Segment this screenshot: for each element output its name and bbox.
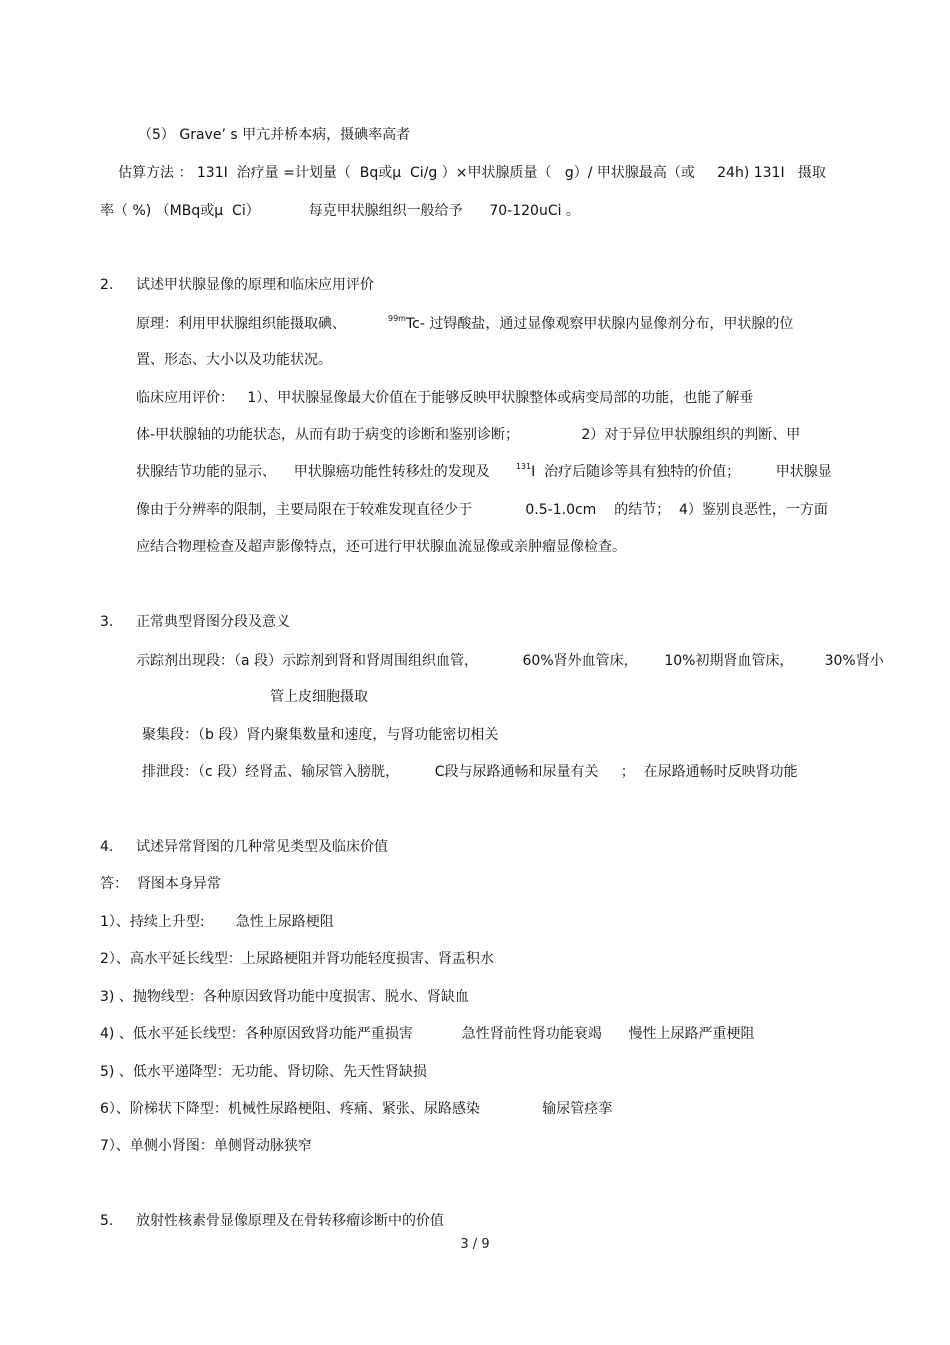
q2-clinical-2: 体-甲状腺轴的功能状态，从而有助于病变的诊断和鉴别诊断； 2）对于异位甲状腺组织的判断、甲	[136, 427, 801, 443]
q2-principle-a: 原理：利用甲状腺组织能摄取碘、	[136, 316, 346, 332]
q4-answer: 答： 肾图本身异常	[100, 876, 221, 892]
list-item: 5) 、低水平递降型：无功能、肾切除、先天性肾缺损	[100, 1064, 427, 1080]
q2-clinical-4: 像由于分辨率的限制，主要局限在于较难发现直径少于 0.5-1.0cm 的结节； 4）鉴别良恶性，一方面	[136, 502, 828, 518]
list-item: 1）、持续上升型: 急性上尿路梗阻	[100, 914, 334, 930]
superscript-99m: 99m	[388, 314, 406, 323]
list-item: 3) 、抛物线型：各种原因致肾功能中度损害、脱水、肾缺血	[100, 989, 469, 1005]
q2-clinical-3b: I 治疗后随诊等具有独特的价值； 甲状腺显	[531, 464, 832, 480]
list-item: 7）、单侧小肾图：单侧肾动脉狭窄	[100, 1138, 312, 1154]
list-item: 2）、高水平延长线型：上尿路梗阻并肾功能轻度损害、肾盂积水	[100, 951, 494, 967]
q2-principle-b: Tc- 过锝酸盐，通过显像观察甲状腺内显像剂分布，甲状腺的位	[405, 316, 794, 332]
q2-principle	[136, 315, 793, 335]
q2-clinical-3a: 状腺结节功能的显示、 甲状腺癌功能性转移灶的发现及	[136, 464, 490, 480]
superscript-131: 131	[515, 462, 532, 471]
page-number: 3 / 9	[460, 1237, 490, 1252]
q2-title: 试述甲状腺显像的原理和临床应用评价	[136, 277, 374, 293]
q2-clinical-5: 应结合物理检查及超声影像特点，还可进行甲状腺血流显像或亲肿瘤显像检查。	[136, 539, 626, 555]
q3-segment-a: 示踪剂出现段：（a 段）示踪剂到肾和肾周围组织血管， 60%肾外血管床， 10%初期肾血管床， 30%肾小	[136, 653, 884, 669]
q3-segment-a-cont: 管上皮细胞摄取	[270, 689, 368, 705]
q5-number: 5.	[100, 1213, 114, 1229]
q4-title: 试述异常肾图的几种常见类型及临床价值	[136, 839, 388, 855]
q2-principle-cont: 置、形态、大小以及功能状况。	[136, 352, 332, 368]
list-item: 4) 、低水平延长线型：各种原因致肾功能严重损害 急性肾前性肾功能衰竭 慢性上尿路严重梗阻	[100, 1026, 755, 1042]
q2-number: 2.	[100, 277, 114, 293]
para-estimate-cont: 率（ %) （MBq或μ Ci） 每克甲状腺组织一般给予 70-120uCi 。	[100, 203, 580, 219]
q4-number: 4.	[100, 839, 114, 855]
list-item: 6）、阶梯状下降型：机械性尿路梗阻、疼痛、紧张、尿路感染 输尿管痉挛	[100, 1101, 613, 1117]
q3-number: 3.	[100, 614, 114, 630]
q3-segment-c: 排泄段：（c 段）经肾盂、输尿管入膀胱， C段与尿路通畅和尿量有关 ； 在尿路通畅时反映肾功能	[142, 764, 798, 780]
para-estimate-method: 估算方法 ： 131I 治疗量 =计划量（ Bq或μ Ci/g ）×甲状腺质量（ g）/ 甲状腺最高（或 24h) 131I 摄取	[118, 165, 826, 181]
para-graves: （5） Grave’ s 甲亢并桥本病，摄碘率高者	[138, 127, 411, 143]
q3-title: 正常典型肾图分段及意义	[136, 614, 290, 630]
q3-segment-b: 聚集段：（b 段）肾内聚集数量和速度，与肾功能密切相关	[142, 727, 499, 743]
q5-title: 放射性核素骨显像原理及在骨转移瘤诊断中的价值	[136, 1213, 444, 1229]
q2-clinical-1: 临床应用评价： 1）、甲状腺显像最大价值在于能够反映甲状腺整体或病变局部的功能，也能了解垂	[136, 390, 754, 406]
q2-clinical-3	[136, 463, 832, 483]
